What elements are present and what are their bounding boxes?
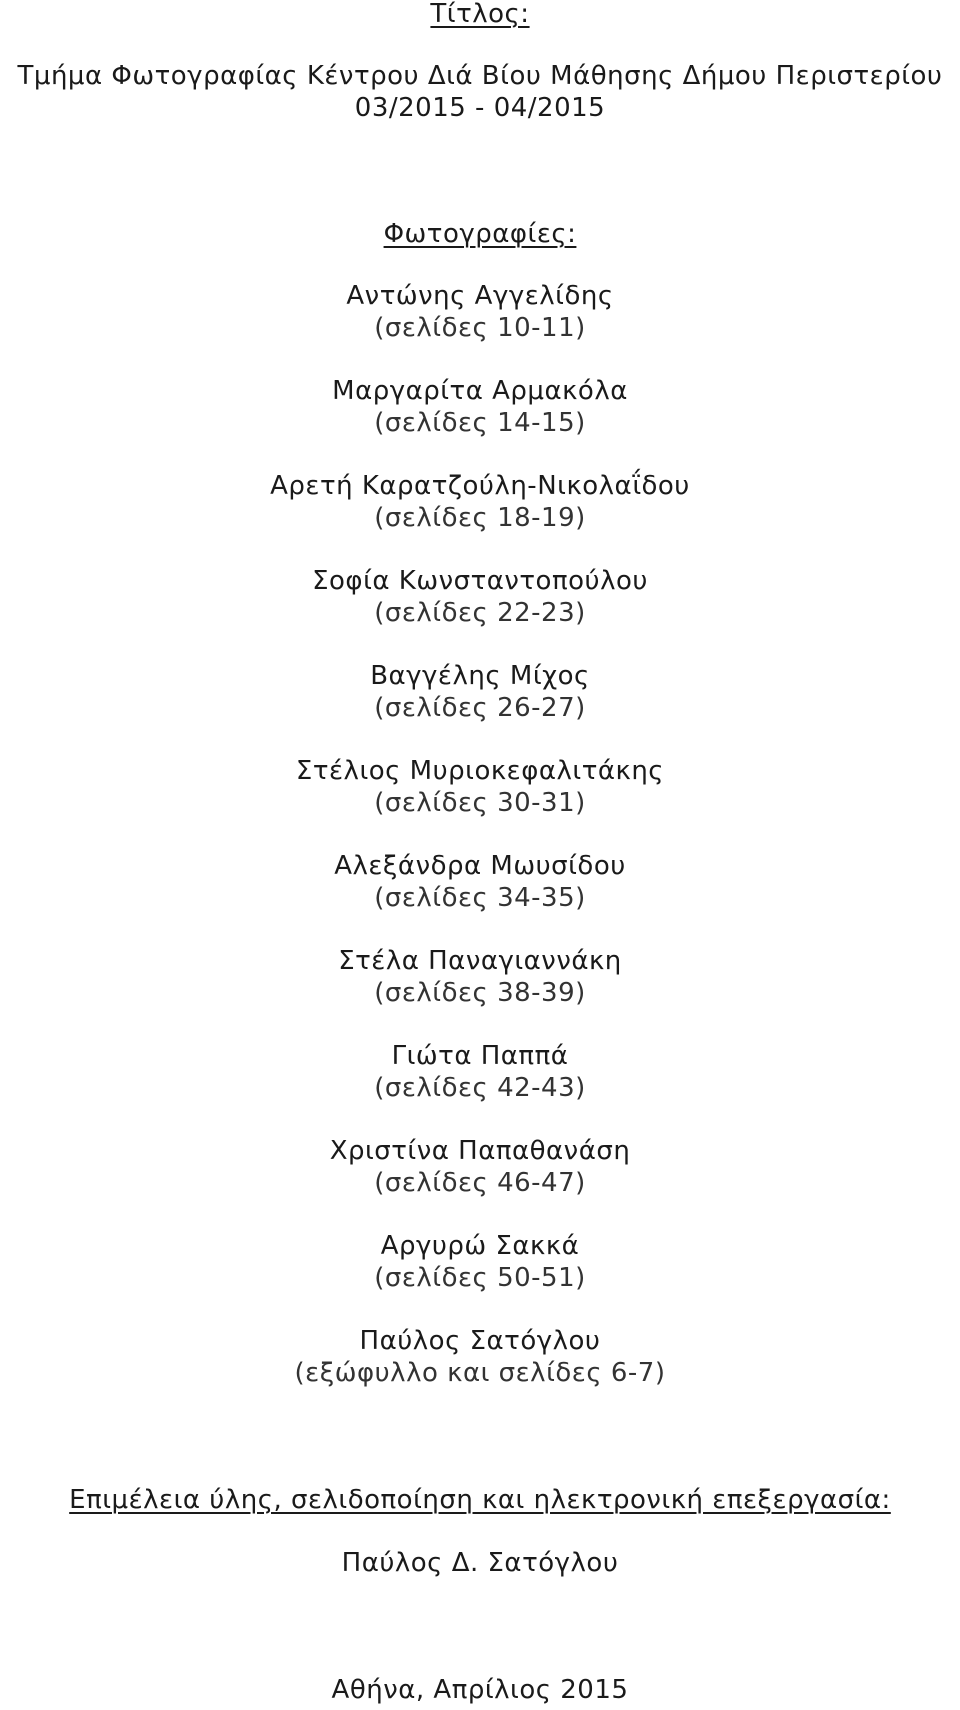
photographer-entry — [0, 1040, 960, 1104]
photographer-entry — [0, 1135, 960, 1199]
photographer-entry — [0, 945, 960, 1009]
photographer-name: Σοφία Κωνσταντοπούλου — [312, 566, 648, 596]
photographer-pages: (σελίδες 50-51) — [374, 1263, 586, 1293]
photographer-entry — [0, 280, 960, 344]
photographer-name: Αρετή Καρατζούλη-Νικολαΐδου — [270, 471, 690, 501]
photographer-name: Αργυρώ Σακκά — [380, 1231, 580, 1261]
title-line-2: 03/2015 - 04/2015 — [354, 93, 606, 123]
photographer-entry — [0, 660, 960, 724]
photographer-pages: (σελίδες 30-31) — [374, 788, 586, 818]
photographer-entry — [0, 755, 960, 819]
photographer-name: Βαγγέλης Μίχος — [370, 661, 590, 691]
title-heading: Τίτλος: — [430, 0, 530, 29]
photographer-entry — [0, 565, 960, 629]
photographer-pages: (σελίδες 14-15) — [374, 408, 586, 438]
photographer-entry — [0, 850, 960, 914]
photographer-entry — [0, 470, 960, 534]
place-date: Αθήνα, Απρίλιος 2015 — [331, 1675, 629, 1705]
photographer-pages: (σελίδες 38-39) — [374, 978, 586, 1008]
photographer-name: Στέλα Παναγιαννάκη — [338, 946, 622, 976]
photographer-name: Παύλος Σατόγλου — [359, 1326, 601, 1356]
photographer-name: Χριστίνα Παπαθανάση — [329, 1136, 631, 1166]
photographer-name: Αντώνης Αγγελίδης — [346, 281, 614, 311]
photographer-pages: (σελίδες 22-23) — [374, 598, 586, 628]
editing-heading: Επιμέλεια ύλης, σελιδοποίηση και ηλεκτρονική επεξεργασία: — [69, 1485, 891, 1515]
photographer-name: Στέλιος Μυριοκεφαλιτάκης — [295, 756, 665, 786]
photographer-pages: (σελίδες 18-19) — [374, 503, 586, 533]
photographer-name: Αλεξάνδρα Μωυσίδου — [334, 851, 626, 881]
photographer-entry — [0, 375, 960, 439]
photos-heading: Φωτογραφίες: — [383, 219, 577, 249]
photographer-pages: (σελίδες 34-35) — [374, 883, 586, 913]
photographer-pages: (σελίδες 46-47) — [374, 1168, 586, 1198]
editor-name: Παύλος Δ. Σατόγλου — [341, 1548, 619, 1578]
photographer-entry — [0, 1230, 960, 1294]
photographer-name: Γιώτα Παππά — [391, 1041, 569, 1071]
photographer-pages: (σελίδες 26-27) — [374, 693, 586, 723]
photographer-pages: (σελίδες 42-43) — [374, 1073, 586, 1103]
photographer-entry — [0, 1325, 960, 1389]
photographer-pages: (εξώφυλλο και σελίδες 6-7) — [294, 1358, 666, 1388]
photographer-name: Μαργαρίτα Αρμακόλα — [332, 376, 628, 406]
title-line-1: Τμήμα Φωτογραφίας Κέντρου Διά Βίου Μάθησης Δήμου Περιστερίου — [17, 61, 943, 91]
photographer-pages: (σελίδες 10-11) — [374, 313, 586, 343]
